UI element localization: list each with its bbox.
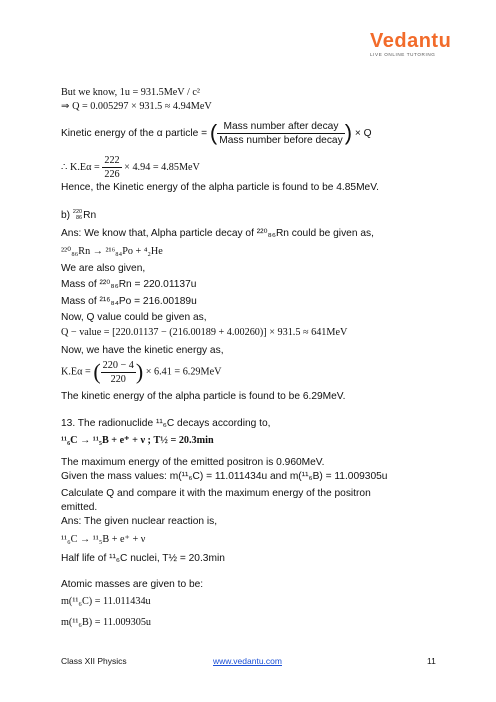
ke-formula-pre: Kinetic energy of the α particle = (61, 127, 208, 139)
text-line: Half life of ¹¹₆C nuclei, T½ = 20.3min (61, 553, 225, 564)
brand-name: Vedantu (370, 30, 452, 52)
ke-calc-pre: ∴ K.Eα = (61, 162, 100, 174)
fraction-num: Mass number after decay (217, 120, 344, 134)
part-b-heading (61, 209, 96, 222)
text-line: Ans: The given nuclear reaction is, (61, 516, 218, 527)
ke-alpha-calc: K.Eα = ( $\frac{220 - 4}{220}$ ) × 6.41 = 6.29MeV (61, 359, 222, 385)
fraction-den: 226 (104, 169, 120, 181)
text-line: Now, we have the kinetic energy as, (61, 345, 224, 356)
ke-formula: Kinetic energy of the α particle = ( $\frac{\text{Mass number after decay}}{\text{Mass number before decay}}$ ) × Q (61, 120, 372, 146)
decay-equation: ¹¹₆C → ¹¹₅B + e⁺ + ν ; T½ = 20.3min (61, 435, 214, 446)
mass-number: 220 (72, 209, 83, 216)
brand-tagline: LIVE ONLINE TUTORING (370, 52, 436, 57)
text-line: emitted. (61, 502, 98, 513)
ke-formula-post: × Q (354, 127, 372, 139)
text-line: Mass of ²²⁰₈₆Rn = 220.01137u (61, 279, 197, 290)
text-line: Calculate Q and compare it with the maximum energy of the positron (61, 488, 371, 499)
nuclide (73, 209, 96, 222)
ke-alpha-pre: K.Eα = (61, 366, 91, 378)
text-line: m(¹¹₆B) = 11.009305u (61, 617, 152, 628)
text-line: ¹¹₆C → ¹¹₅B + e⁺ + ν (61, 534, 146, 545)
footer-class: Class XII Physics (61, 656, 127, 666)
text-line: Now, Q value could be given as, (61, 312, 207, 323)
text-line: Hence, the Kinetic energy of the alpha particle is found to be 4.85MeV. (61, 182, 379, 193)
ke-calc-post: × 4.94 = 4.85MeV (124, 162, 200, 174)
ke-calc (61, 154, 200, 182)
fraction (102, 154, 121, 182)
vedantu-logo (370, 30, 452, 66)
footer-link[interactable]: www.vedantu.com (213, 656, 282, 666)
text-line: The maximum energy of the emitted positron is 0.960MeV. (61, 457, 325, 468)
fraction-num: 222 (102, 154, 121, 168)
fraction (101, 359, 136, 387)
text-line: We are also given, (61, 263, 146, 274)
text-line: Given the mass values: m(¹¹₆C) = 11.011434u and m(¹¹₆B) = 11.009305u (61, 471, 388, 482)
fraction-den: 220 (110, 373, 126, 385)
text-line: ²²⁰₈₆Rn → ²¹⁶₈₄Po + ⁴₂He (61, 246, 163, 257)
text-line: Mass of ²¹⁶₈₄Po = 216.00189u (61, 296, 197, 307)
part-label: b) (61, 210, 71, 221)
text-line: Q − value = [220.01137 − (216.00189 + 4.00260)] × 931.5 ≈ 641MeV (61, 327, 348, 338)
element-symbol: Rn (83, 210, 97, 221)
text-line: Atomic masses are given to be: (61, 579, 204, 590)
fraction-num: 220 − 4 (101, 359, 136, 373)
text-line: Ans: We know that, Alpha particle decay of ²²⁰₈₆Rn could be given as, (61, 228, 374, 239)
fraction-den: Mass number before decay (219, 134, 343, 146)
text-line: ⇒ Q = 0.005297 × 931.5 ≈ 4.94MeV (61, 101, 212, 112)
atomic-number: 86 (75, 215, 83, 222)
ke-alpha-post: × 6.41 = 6.29MeV (145, 366, 222, 378)
text-line: But we know, 1u = 931.5MeV / c² (61, 87, 200, 98)
fraction (217, 120, 344, 148)
text-line: m(¹¹₆C) = 11.011434u (61, 596, 151, 607)
page-number: 11 (427, 656, 436, 666)
question-13: 13. The radionuclide ¹¹₆C decays according to, (61, 418, 271, 429)
text-line: The kinetic energy of the alpha particle is found to be 6.29MeV. (61, 391, 346, 402)
